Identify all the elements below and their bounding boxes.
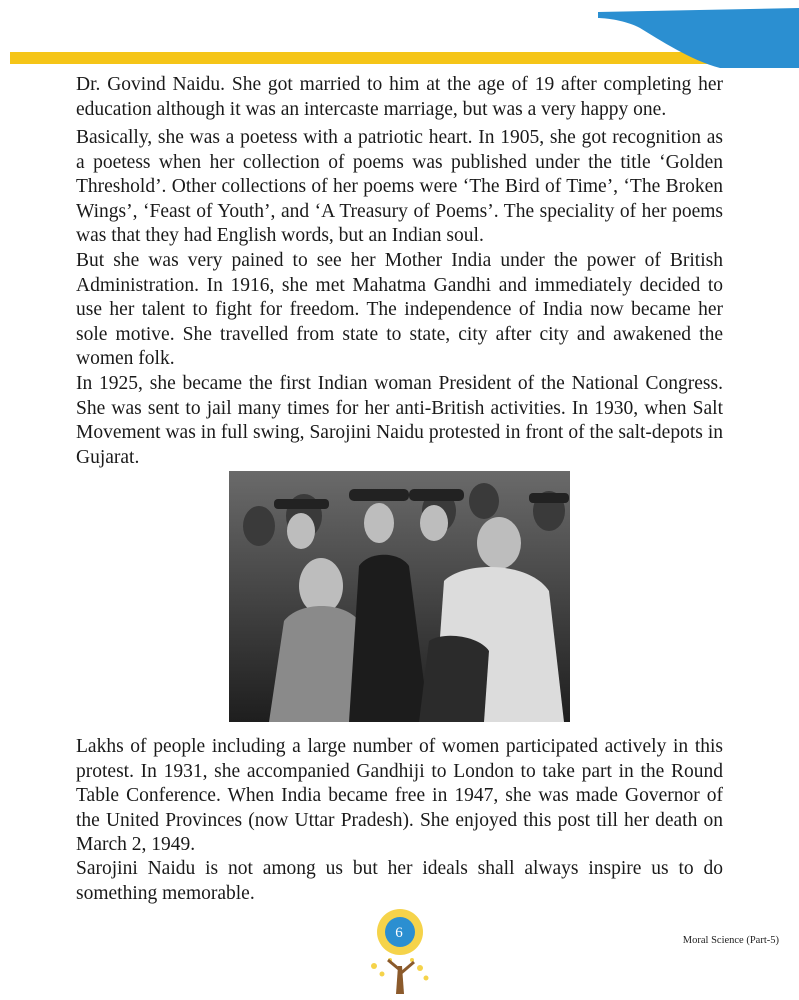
book-title: Moral Science (Part-5): [682, 935, 779, 946]
yellow-stripe: [10, 52, 710, 64]
paragraph-3: But she was very pained to see her Mother India under the power of British Administration. In 1916, she met Mahatma Gandhi and immediately decided to use her talent to fight for freedom. The independence of India now became her sole motive. She travelled from state to state, city after city and awakened the women folk.: [76, 250, 723, 370]
paragraph-6: Sarojini Naidu is not among us but her ideals shall always inspire us to do something memorable.: [76, 858, 723, 904]
header-band: [0, 0, 799, 80]
page-number: 6: [395, 925, 403, 941]
historic-photo: [229, 471, 570, 722]
paragraph-4: In 1925, she became the first Indian woman President of the National Congress. She was sent to jail many times for her anti-British activities. In 1930, when Salt Movement was in full swing, Sarojini Naidu protested in front of the salt-depots in Gujarat.: [76, 373, 723, 468]
paragraph-2: Basically, she was a poetess with a patriotic heart. In 1905, she got recognition as a poetess when her collection of poems was published under the title ‘Golden Threshold’. Other collections of her poems were ‘The Bird of Time’, ‘The Broken Wings’, ‘Feast of Youth’, and ‘A Treasury of Poems’. The speciality of her poems was that they had English words, but an Indian soul.: [76, 127, 723, 247]
paragraph-5: Lakhs of people including a large number of women participated actively in this protest. In 1931, she accompanied Gandhiji to London to take part in the Round Table Conference. When India became free in 1947, she was made Governor of the United Provinces (now Uttar Pradesh). She enjoyed this post till her death on March 2, 1949.: [76, 736, 723, 856]
paragraph-1: Dr. Govind Naidu. She got married to him at the age of 19 after completing her education although it was an intercaste marriage, but was a very happy one.: [76, 74, 723, 120]
